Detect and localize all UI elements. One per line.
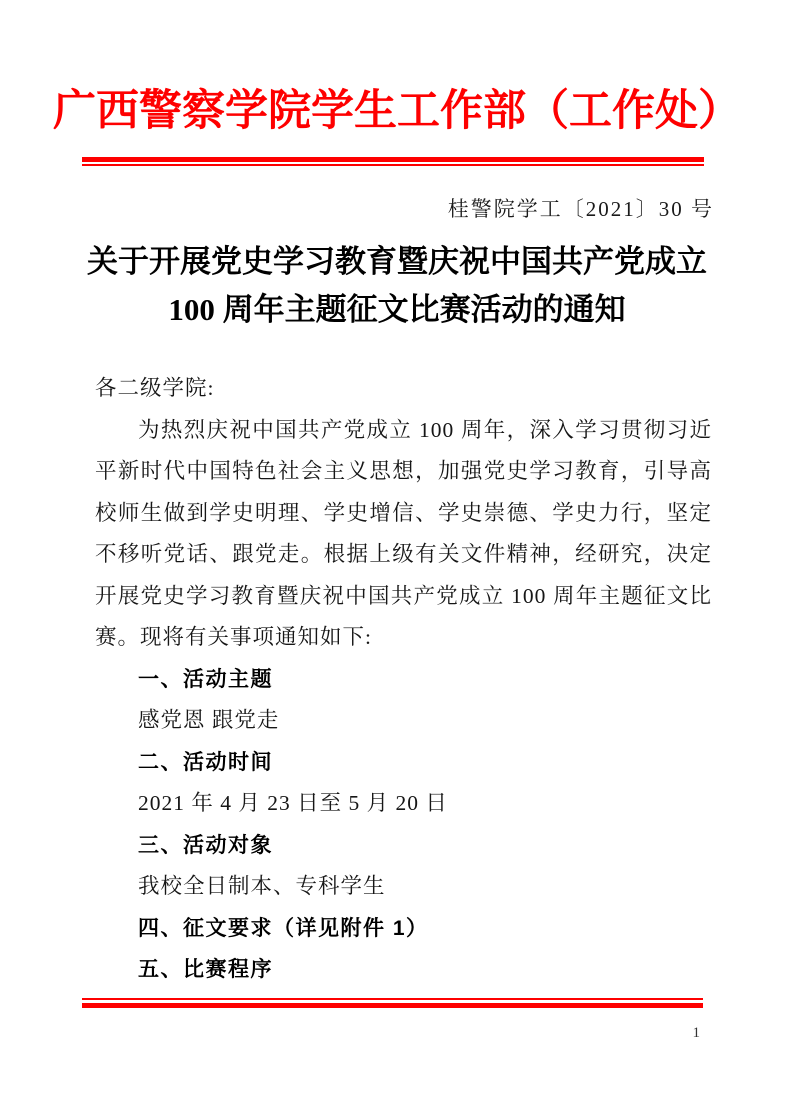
section-content-activity-target: 我校全日制本、专科学生 [138, 874, 386, 898]
document-body [95, 368, 712, 991]
footer-double-rule [82, 998, 703, 1008]
org-header-title: 广西警察学院学生工作部（工作处） [53, 88, 741, 135]
section-heading-activity-theme: 一、活动主题 [138, 667, 273, 691]
document-title [0, 238, 794, 334]
document-title-line1: 关于开展党史学习教育暨庆祝中国共产党成立 [87, 244, 707, 279]
section-heading-activity-time: 二、活动时间 [138, 750, 273, 774]
intro-paragraph: 为热烈庆祝中国共产党成立 100 周年，深入学习贯彻习近平新时代中国特色社会主义思想，加强党史学习教育，引导高校师生做到学史明理、学史增信、学史崇德、学史力行，坚定不移听党话、跟党走。根据上级有关文件精神，经研究，决定开展党史学习教育暨庆祝中国共产党成立 100 周年主题征文比赛。现将有关事项通知如下: [95, 417, 712, 649]
section-heading-essay-requirements: 四、征文要求（详见附件 1） [138, 916, 429, 940]
header-double-rule [82, 157, 704, 166]
section-content-activity-theme: 感党恩 跟党走 [138, 708, 280, 732]
doc-reference-number: 桂警院学工〔2021〕30 号 [447, 197, 714, 221]
section-heading-activity-target: 三、活动对象 [138, 833, 273, 857]
document-title-line2: 100 周年主题征文比赛活动的通知 [168, 292, 626, 327]
section-heading-competition-procedure: 五、比赛程序 [138, 958, 273, 981]
salutation: 各二级学院: [95, 376, 215, 400]
header-rule-thin-line [82, 164, 704, 166]
section-content-activity-time: 2021 年 4 月 23 日至 5 月 20 日 [138, 791, 448, 815]
footer-rule-thick-line [82, 1003, 703, 1008]
page-number: 1 [692, 1025, 700, 1041]
